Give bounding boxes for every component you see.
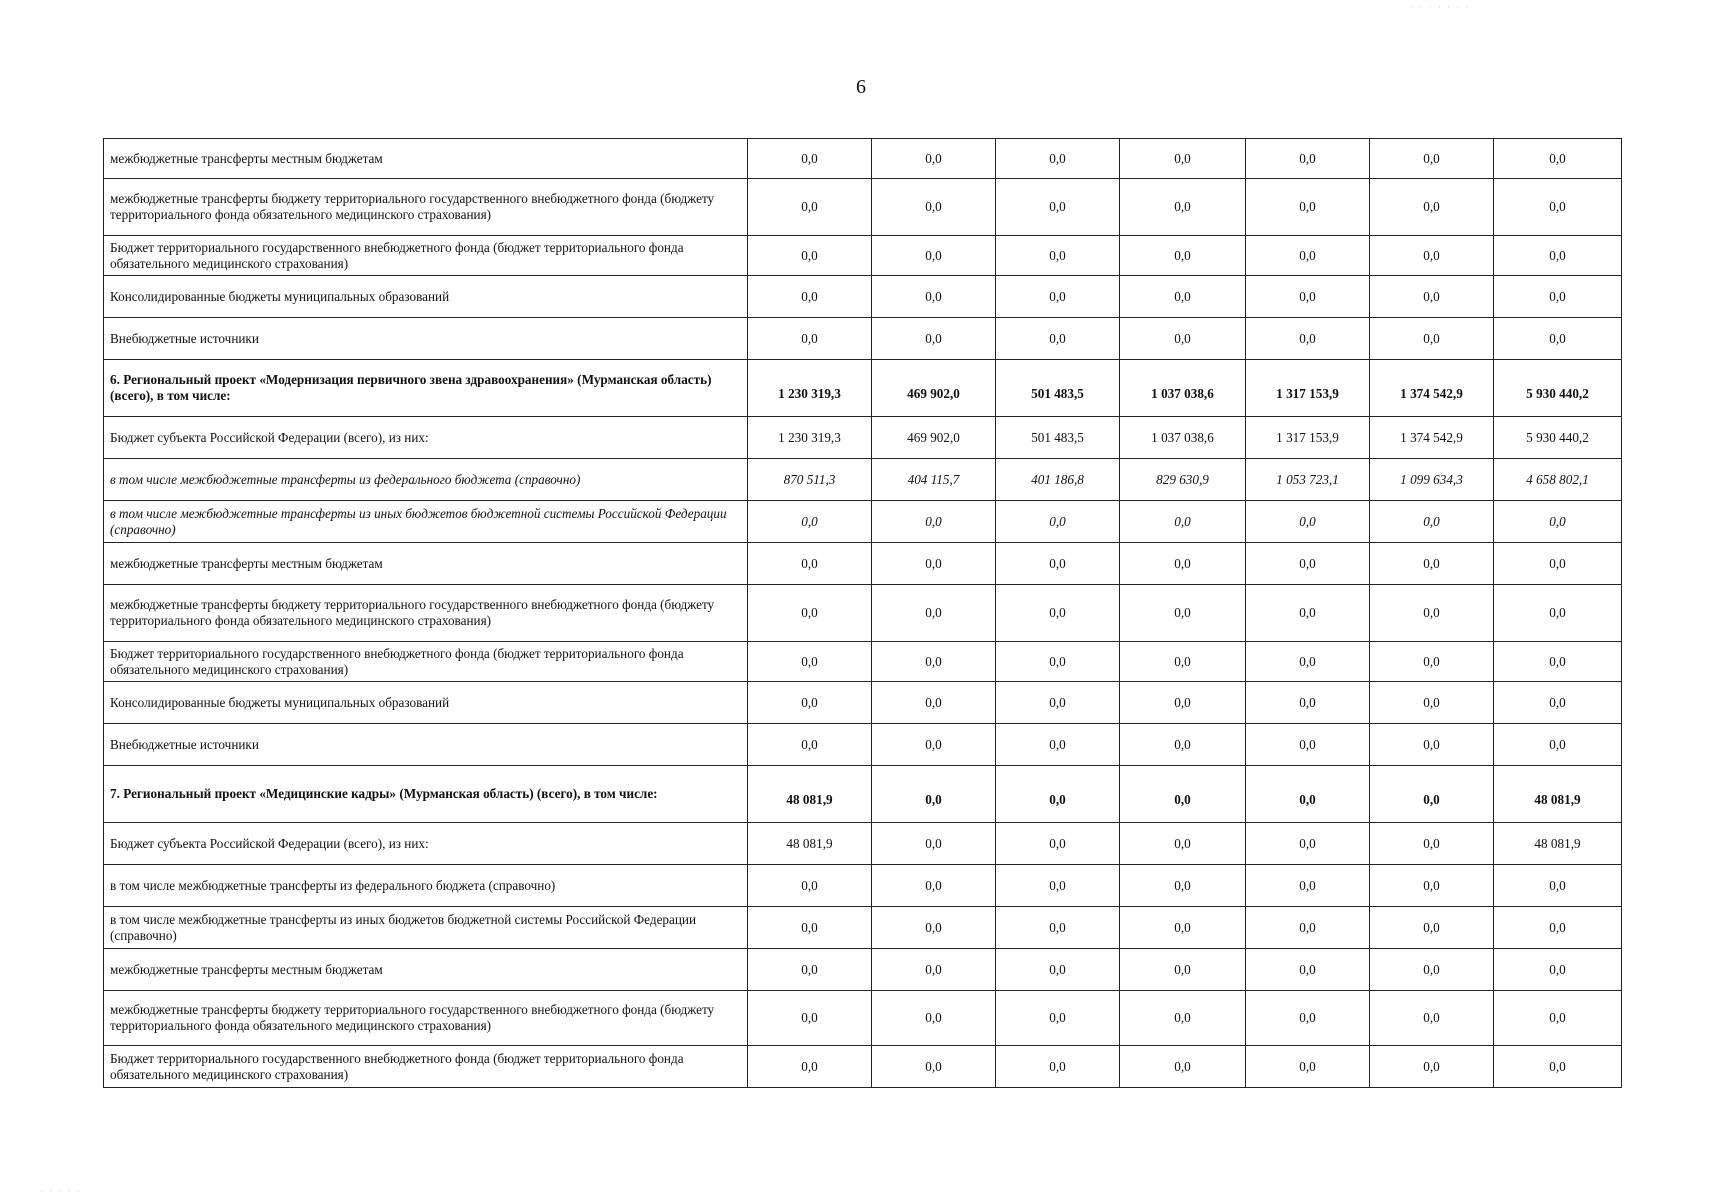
value-cell: 501 483,5: [996, 360, 1120, 417]
row-label: 6. Региональный проект «Модернизация первичного звена здравоохранения» (Мурманская область) (всего), в том числе:: [104, 360, 748, 417]
row-label: в том числе межбюджетные трансферты из федерального бюджета (справочно): [104, 459, 748, 501]
value-cell: 0,0: [1120, 949, 1246, 991]
value-cell: 1 374 542,9: [1370, 360, 1494, 417]
value-cell: 0,0: [1246, 318, 1370, 360]
value-cell: 0,0: [1494, 991, 1622, 1046]
value-cell: 0,0: [1494, 236, 1622, 276]
value-cell: 0,0: [1120, 724, 1246, 766]
value-cell: 1 230 319,3: [748, 360, 872, 417]
value-cell: 0,0: [1494, 276, 1622, 318]
value-cell: 0,0: [1370, 276, 1494, 318]
value-cell: 0,0: [1494, 318, 1622, 360]
value-cell: 0,0: [996, 318, 1120, 360]
value-cell: 0,0: [748, 949, 872, 991]
value-cell: 0,0: [1120, 501, 1246, 543]
value-cell: 0,0: [1370, 1046, 1494, 1088]
value-cell: 404 115,7: [872, 459, 996, 501]
value-cell: 0,0: [1494, 642, 1622, 682]
value-cell: 0,0: [1246, 991, 1370, 1046]
table-row: [104, 360, 1622, 417]
row-label: в том числе межбюджетные трансферты из иных бюджетов бюджетной системы Российской Федерации (справочно): [104, 501, 748, 543]
value-cell: 0,0: [1494, 949, 1622, 991]
value-cell: 0,0: [1246, 501, 1370, 543]
value-cell: 0,0: [1246, 139, 1370, 179]
value-cell: 0,0: [1120, 543, 1246, 585]
value-cell: 0,0: [1120, 682, 1246, 724]
value-cell: 0,0: [748, 318, 872, 360]
value-cell: 501 483,5: [996, 417, 1120, 459]
value-cell: 0,0: [872, 766, 996, 823]
table-row: [104, 459, 1622, 501]
value-cell: 0,0: [1246, 1046, 1370, 1088]
value-cell: 0,0: [748, 1046, 872, 1088]
value-cell: 1 374 542,9: [1370, 417, 1494, 459]
value-cell: 0,0: [1120, 907, 1246, 949]
table-row: [104, 991, 1622, 1046]
value-cell: 469 902,0: [872, 417, 996, 459]
value-cell: 0,0: [1370, 991, 1494, 1046]
value-cell: 469 902,0: [872, 360, 996, 417]
value-cell: 0,0: [1246, 179, 1370, 236]
value-cell: 0,0: [1246, 949, 1370, 991]
table-row: [104, 949, 1622, 991]
row-label: межбюджетные трансферты бюджету территориального государственного внебюджетного фонда (бюджету территориального фонда обязательного медицинского страхования): [104, 991, 748, 1046]
row-label: Внебюджетные источники: [104, 318, 748, 360]
value-cell: 0,0: [996, 682, 1120, 724]
value-cell: 1 099 634,3: [1370, 459, 1494, 501]
value-cell: 0,0: [1120, 318, 1246, 360]
row-label: межбюджетные трансферты бюджету территориального государственного внебюджетного фонда (бюджету территориального фонда обязательного медицинского страхования): [104, 179, 748, 236]
value-cell: 0,0: [1494, 139, 1622, 179]
value-cell: 0,0: [748, 543, 872, 585]
value-cell: 0,0: [1370, 766, 1494, 823]
value-cell: 0,0: [872, 1046, 996, 1088]
value-cell: 0,0: [1370, 236, 1494, 276]
value-cell: 0,0: [1370, 179, 1494, 236]
value-cell: 48 081,9: [1494, 823, 1622, 865]
row-label: Бюджет субъекта Российской Федерации (всего), из них:: [104, 417, 748, 459]
value-cell: 0,0: [1370, 865, 1494, 907]
value-cell: 0,0: [1120, 823, 1246, 865]
value-cell: 0,0: [748, 991, 872, 1046]
value-cell: 0,0: [872, 236, 996, 276]
value-cell: 0,0: [1246, 642, 1370, 682]
value-cell: 0,0: [1120, 585, 1246, 642]
value-cell: 0,0: [872, 642, 996, 682]
value-cell: 0,0: [1120, 179, 1246, 236]
table-row: [104, 682, 1622, 724]
value-cell: 0,0: [1246, 865, 1370, 907]
value-cell: 0,0: [996, 642, 1120, 682]
row-label: в том числе межбюджетные трансферты из федерального бюджета (справочно): [104, 865, 748, 907]
table-row: [104, 642, 1622, 682]
value-cell: 0,0: [996, 949, 1120, 991]
value-cell: 5 930 440,2: [1494, 360, 1622, 417]
value-cell: 0,0: [748, 585, 872, 642]
value-cell: 0,0: [748, 642, 872, 682]
value-cell: 0,0: [1246, 823, 1370, 865]
table-row: [104, 585, 1622, 642]
value-cell: 0,0: [748, 865, 872, 907]
value-cell: 0,0: [748, 236, 872, 276]
value-cell: 0,0: [1494, 501, 1622, 543]
value-cell: 0,0: [748, 501, 872, 543]
value-cell: 829 630,9: [1120, 459, 1246, 501]
value-cell: 0,0: [872, 179, 996, 236]
value-cell: 0,0: [872, 501, 996, 543]
row-label: Консолидированные бюджеты муниципальных образований: [104, 276, 748, 318]
value-cell: 0,0: [1370, 139, 1494, 179]
value-cell: 0,0: [1370, 501, 1494, 543]
value-cell: 0,0: [1120, 766, 1246, 823]
value-cell: 5 930 440,2: [1494, 417, 1622, 459]
value-cell: 0,0: [1246, 766, 1370, 823]
row-label: межбюджетные трансферты местным бюджетам: [104, 949, 748, 991]
value-cell: 0,0: [1120, 642, 1246, 682]
value-cell: 0,0: [996, 585, 1120, 642]
value-cell: 0,0: [748, 139, 872, 179]
value-cell: 0,0: [1370, 949, 1494, 991]
value-cell: 48 081,9: [748, 766, 872, 823]
value-cell: 0,0: [996, 501, 1120, 543]
value-cell: 0,0: [872, 543, 996, 585]
table-row: [104, 417, 1622, 459]
table-row: [104, 907, 1622, 949]
value-cell: 0,0: [996, 823, 1120, 865]
row-label: Бюджет территориального государственного внебюджетного фонда (бюджет территориального фонда обязательного медицинского страхования): [104, 236, 748, 276]
table-row: [104, 766, 1622, 823]
value-cell: 0,0: [996, 139, 1120, 179]
scan-mark-top-right: · · · · · · ·: [1410, 2, 1471, 12]
value-cell: 1 037 038,6: [1120, 360, 1246, 417]
value-cell: 0,0: [872, 823, 996, 865]
value-cell: 401 186,8: [996, 459, 1120, 501]
value-cell: 0,0: [872, 991, 996, 1046]
table-row: [104, 865, 1622, 907]
value-cell: 0,0: [1370, 823, 1494, 865]
row-label: 7. Региональный проект «Медицинские кадры» (Мурманская область) (всего), в том числе:: [104, 766, 748, 823]
table-row: [104, 318, 1622, 360]
page-number: 6: [856, 76, 866, 98]
row-label: Бюджет территориального государственного внебюджетного фонда (бюджет территориального фонда обязательного медицинского страхования): [104, 642, 748, 682]
row-label: межбюджетные трансферты бюджету территориального государственного внебюджетного фонда (бюджету территориального фонда обязательного медицинского страхования): [104, 585, 748, 642]
value-cell: 0,0: [1494, 543, 1622, 585]
value-cell: 0,0: [1494, 865, 1622, 907]
value-cell: 48 081,9: [1494, 766, 1622, 823]
row-label: Внебюджетные источники: [104, 724, 748, 766]
table-row: [104, 236, 1622, 276]
value-cell: 0,0: [872, 585, 996, 642]
value-cell: 0,0: [1120, 991, 1246, 1046]
value-cell: 0,0: [872, 907, 996, 949]
budget-table-body: [104, 139, 1622, 1088]
value-cell: 1 053 723,1: [1246, 459, 1370, 501]
scan-mark-bottom-left: · · · · ·: [40, 1186, 82, 1196]
value-cell: 0,0: [748, 724, 872, 766]
value-cell: 0,0: [1120, 139, 1246, 179]
table-row: [104, 823, 1622, 865]
table-row: [104, 139, 1622, 179]
value-cell: 0,0: [1370, 907, 1494, 949]
value-cell: 0,0: [1494, 179, 1622, 236]
row-label: Бюджет территориального государственного внебюджетного фонда (бюджет территориального фонда обязательного медицинского страхования): [104, 1046, 748, 1088]
value-cell: 0,0: [748, 682, 872, 724]
value-cell: 0,0: [1246, 682, 1370, 724]
row-label: межбюджетные трансферты местным бюджетам: [104, 543, 748, 585]
value-cell: 0,0: [1494, 907, 1622, 949]
value-cell: 0,0: [996, 907, 1120, 949]
row-label: Бюджет субъекта Российской Федерации (всего), из них:: [104, 823, 748, 865]
value-cell: 0,0: [872, 276, 996, 318]
value-cell: 0,0: [996, 236, 1120, 276]
value-cell: 1 037 038,6: [1120, 417, 1246, 459]
table-row: [104, 501, 1622, 543]
table-row: [104, 1046, 1622, 1088]
value-cell: 0,0: [1246, 276, 1370, 318]
value-cell: 0,0: [1246, 543, 1370, 585]
value-cell: 0,0: [1494, 585, 1622, 642]
value-cell: 0,0: [872, 865, 996, 907]
value-cell: 0,0: [1370, 642, 1494, 682]
table-row: [104, 724, 1622, 766]
value-cell: 1 230 319,3: [748, 417, 872, 459]
value-cell: 0,0: [996, 865, 1120, 907]
value-cell: 0,0: [996, 724, 1120, 766]
value-cell: 0,0: [872, 318, 996, 360]
value-cell: 1 317 153,9: [1246, 360, 1370, 417]
value-cell: 0,0: [872, 949, 996, 991]
value-cell: 0,0: [748, 276, 872, 318]
value-cell: 0,0: [1370, 585, 1494, 642]
row-label: в том числе межбюджетные трансферты из иных бюджетов бюджетной системы Российской Федерации (справочно): [104, 907, 748, 949]
value-cell: 0,0: [1494, 682, 1622, 724]
value-cell: 0,0: [872, 682, 996, 724]
value-cell: 0,0: [1370, 682, 1494, 724]
value-cell: 0,0: [872, 724, 996, 766]
value-cell: 0,0: [1246, 724, 1370, 766]
value-cell: 0,0: [748, 907, 872, 949]
value-cell: 0,0: [996, 543, 1120, 585]
value-cell: 0,0: [1120, 276, 1246, 318]
value-cell: 0,0: [1370, 543, 1494, 585]
value-cell: 0,0: [1120, 865, 1246, 907]
value-cell: 0,0: [1370, 724, 1494, 766]
value-cell: 0,0: [1370, 318, 1494, 360]
value-cell: 0,0: [1494, 1046, 1622, 1088]
value-cell: 0,0: [1120, 1046, 1246, 1088]
value-cell: 0,0: [1246, 907, 1370, 949]
value-cell: 48 081,9: [748, 823, 872, 865]
value-cell: 870 511,3: [748, 459, 872, 501]
value-cell: 1 317 153,9: [1246, 417, 1370, 459]
value-cell: 0,0: [996, 766, 1120, 823]
row-label: Консолидированные бюджеты муниципальных образований: [104, 682, 748, 724]
value-cell: 0,0: [872, 139, 996, 179]
budget-table: [103, 138, 1622, 1088]
value-cell: 0,0: [1246, 585, 1370, 642]
value-cell: 0,0: [1246, 236, 1370, 276]
table-row: [104, 276, 1622, 318]
value-cell: 0,0: [1494, 724, 1622, 766]
table-row: [104, 179, 1622, 236]
value-cell: 0,0: [996, 1046, 1120, 1088]
value-cell: 0,0: [996, 179, 1120, 236]
table-row: [104, 543, 1622, 585]
value-cell: 0,0: [996, 991, 1120, 1046]
row-label: межбюджетные трансферты местным бюджетам: [104, 139, 748, 179]
value-cell: 4 658 802,1: [1494, 459, 1622, 501]
value-cell: 0,0: [996, 276, 1120, 318]
value-cell: 0,0: [748, 179, 872, 236]
value-cell: 0,0: [1120, 236, 1246, 276]
